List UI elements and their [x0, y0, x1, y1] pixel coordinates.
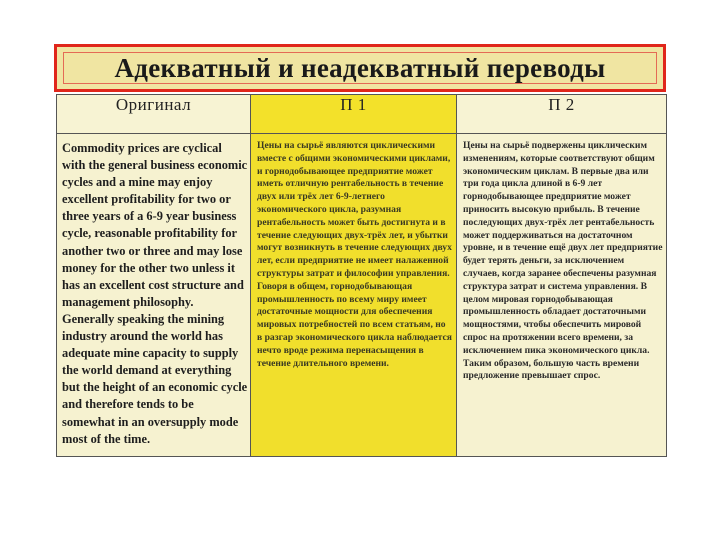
title-inner-frame: [63, 52, 657, 84]
original-text: Commodity prices are cyclical with the general business economic cycles and a mine may enjoy excellent profitability for two or three years of a 6-9 year business cycle, reasonable profitability for another two or three and may lose money for the other two unless it has an excellent cost structure and management philosophy. Generally speaking the mining industry around the world has adequate mine capacity to supply the world demand at everything but the height of an economic cycle and therefore tends to be somewhat in an oversupply mode most of the time.: [62, 141, 248, 446]
p1-cell: [251, 134, 457, 457]
header-row: [57, 95, 667, 134]
slide-title: Адекватный и неадекватный переводы: [114, 52, 606, 83]
header-p1: П 1: [251, 95, 457, 134]
header-original: Оригинал: [57, 95, 251, 134]
p1-text: Цены на сырьё являются циклическими вместе с общими экономическими циклами, и горнодобывающее предприятие может иметь отличную рентабельность в течение двух или трёх лет 6-9-летнего экономического цикла, разумная рентабельность может быть достигнута и в течение следующих двух-трёх лет, и убытки могут возникнуть в течение следующих двух лет, если предприятие не имеет налаженной структуры затрат и философии управления. Говоря в общем, горнодобывающая промышленность по всему миру имеет достаточные мощности для обеспечения мировых потребностей по всем статьям, но в разгар экономического цикла наблюдается нечто вроде режима перенасыщения в течение длительного времени.: [257, 140, 452, 369]
p2-cell: [457, 134, 667, 457]
title-frame: [54, 44, 666, 92]
p2-text: Цены на сырьё подвержены циклическим изменениям, которые соответствуют общим экономическим циклам. В первые два или три года цикла длиной в 6-9 лет горнодобывающее предприятие может приносить высокую прибыль. В течение последующих двух-трёх лет рентабельность может поддерживаться на достаточном уровне, и в течение ещё двух лет предприятие будет терять деньги, за исключением случаев, когда заранее обеспечены разумная структура затрат и система управления. В целом мировая горнодобывающая промышленность обладает достаточными мощностями, чтобы обеспечить мировой спрос на протяжении всего времени, за исключением пика экономического цикла. Таким образом, большую часть времени предложение превышает спрос.: [463, 140, 663, 382]
body-row: [57, 134, 667, 457]
translation-comparison-table: [56, 94, 667, 457]
original-cell: [57, 134, 251, 457]
header-p2: П 2: [457, 95, 667, 134]
